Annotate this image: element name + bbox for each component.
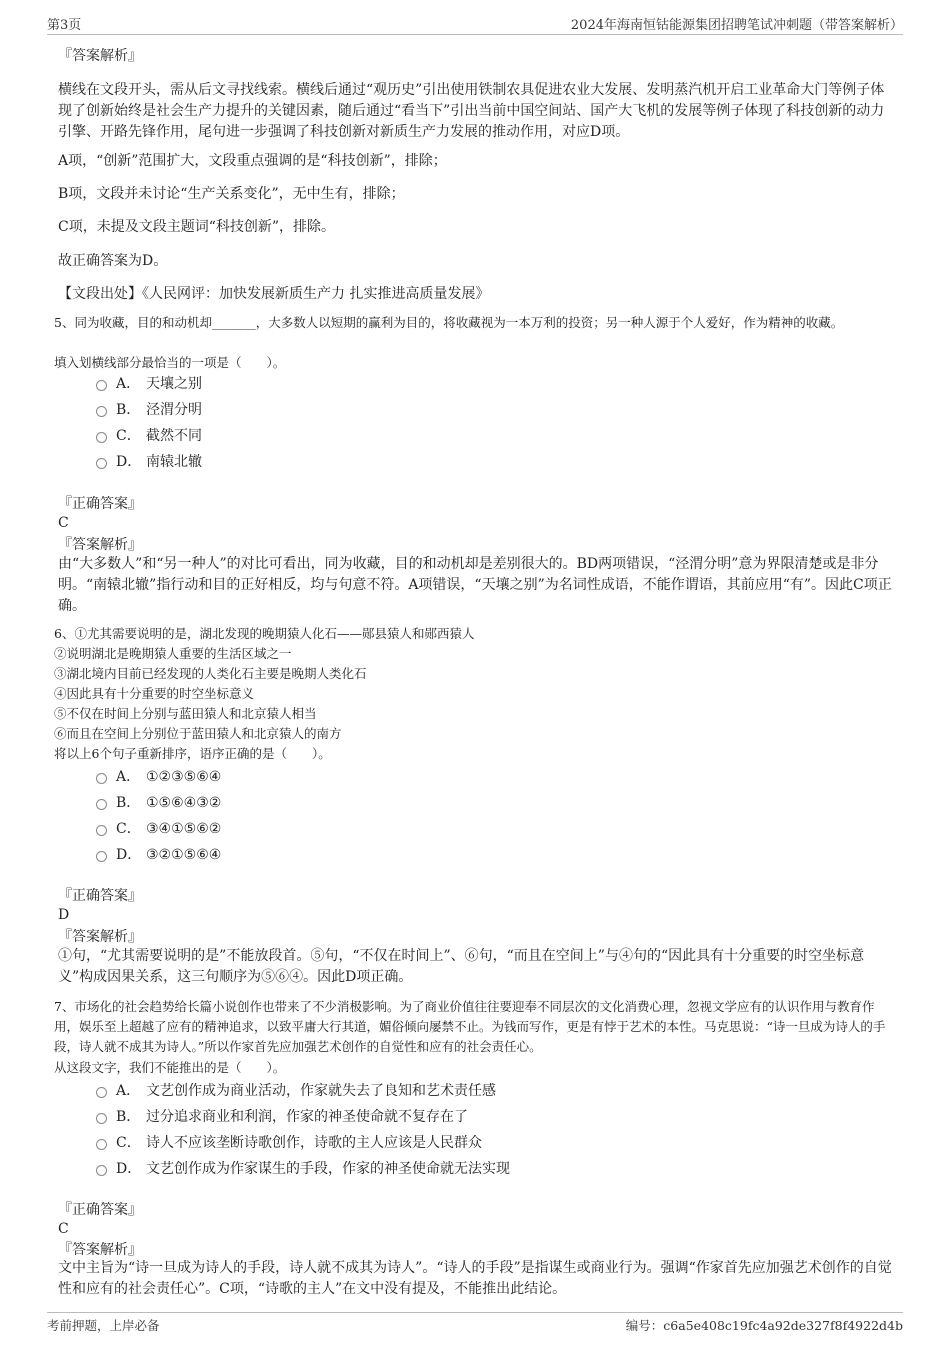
q6-line-4: ④因此具有十分重要的时空坐标意义 xyxy=(54,686,255,701)
q7-analysis-label: 『答案解析』 xyxy=(58,1242,142,1258)
q7-prompt: 从这段文字，我们不能推出的是（ ）。 xyxy=(54,1060,286,1075)
radio-icon[interactable] xyxy=(96,825,107,836)
page-number: 第3页 xyxy=(47,18,82,33)
page-header xyxy=(47,14,903,35)
q7-option-a[interactable]: A． 文艺创作成为商业活动，作家就失去了良知和艺术责任感 xyxy=(96,1081,496,1101)
q5-option-a[interactable]: A． 天壤之别 xyxy=(96,374,202,394)
radio-icon[interactable] xyxy=(96,773,107,784)
q7-option-d[interactable]: D． 文艺创作成为作家谋生的手段，作家的神圣使命就无法实现 xyxy=(96,1159,510,1179)
q6-answer: D xyxy=(58,907,70,923)
q6-option-c[interactable]: C． ③④①⑤⑥② xyxy=(96,819,221,839)
q5-option-c[interactable]: C． 截然不同 xyxy=(96,426,202,446)
document-title: 2024年海南恒钴能源集团招聘笔试冲刺题（带答案解析） xyxy=(570,18,903,33)
q6-option-d[interactable]: D． ③②①⑤⑥④ xyxy=(96,845,221,865)
q5-option-b[interactable]: B． 泾渭分明 xyxy=(96,400,202,420)
document-serial: 编号：c6a5e408c19fc4a92de327f8f4922d4b xyxy=(625,1318,903,1333)
q6-analysis-text: ①句，“尤其需要说明的是”不能放段首。⑤句，“不仅在时间上”、⑥句，“而且在空间上”与④句的“因此具有十分重要的时空坐标意义”构成因果关系，这三句顺序为⑤⑥④。因此D项正确。 xyxy=(58,948,865,985)
q6-option-b[interactable]: B． ①⑤⑥④③② xyxy=(96,793,221,813)
q6-option-a[interactable]: A． ①②③⑤⑥④ xyxy=(96,767,221,787)
q7-analysis-text: 文中主旨为“诗一旦成为诗人的手段，诗人就不成其为诗人”。“诗人的手段”是指谋生或商业行为。强调“作家首先应加强艺术创作的自觉性和应有的社会责任心”。C项，“诗歌的主人”在文中没有提及，不能推出此结论。 xyxy=(58,1260,892,1297)
radio-icon[interactable] xyxy=(96,1139,107,1150)
q4-analysis-text: 横线在文段开头，需从后文寻找线索。横线后通过“观历史”引出使用铁制农具促进农业大发展、发明蒸汽机开启工业革命大门等例子体现了创新始终是社会生产力提升的关键因素，随后通过“看当下”引出当前中国空间站、国产大飞机的发展等例子体现了科技创新的动力引擎、开路先锋作用，尾句进一步强调了科技创新对新质生产力发展的推动作用，对应D项。 xyxy=(58,82,885,140)
q7-stem: 7、市场化的社会趋势给长篇小说创作也带来了不少消极影响。为了商业价值往往要迎奉不同层次的文化消费心理，忽视文学应有的认识作用与教育作用，娱乐至上超越了应有的精神追求，以致平庸大行其道，媚俗倾向屡禁不止。为钱而写作，更是有悖于艺术的本性。马克思说：“诗一旦成为诗人的手段，诗人就不成其为诗人。”所以作家首先应加强艺术创作的自觉性和应有的社会责任心。 xyxy=(54,999,886,1054)
radio-icon[interactable] xyxy=(96,1087,107,1098)
radio-icon[interactable] xyxy=(96,406,107,417)
q7-answer-label: 『正确答案』 xyxy=(58,1202,142,1218)
q6-prompt: 将以上6个句子重新排序，语序正确的是（ ）。 xyxy=(54,746,331,761)
radio-icon[interactable] xyxy=(96,799,107,810)
q4-line-c: C项，未提及文段主题词“科技创新”，排除。 xyxy=(58,219,336,235)
q5-answer: C xyxy=(58,515,69,531)
q7-option-b[interactable]: B． 过分追求商业和利润，作家的神圣使命就不复存在了 xyxy=(96,1107,468,1127)
q5-analysis-label: 『答案解析』 xyxy=(58,537,142,553)
radio-icon[interactable] xyxy=(96,851,107,862)
q5-stem: 5、同为收藏，目的和动机却_______，大多数人以短期的赢利为目的，将收藏视为一本万利的投资；另一种人源于个人爱好，作为精神的收藏。 xyxy=(54,315,844,330)
footer-slogan: 考前押题，上岸必备 xyxy=(47,1318,160,1333)
q5-prompt: 填入划横线部分最恰当的一项是（ ）。 xyxy=(54,355,286,370)
q4-source: 【文段出处】《人民网评：加快发展新质生产力 扎实推进高质量发展》 xyxy=(58,286,490,302)
q6-line-5: ⑤不仅在时间上分别与蓝田猿人和北京猿人相当 xyxy=(54,706,317,721)
q5-answer-label: 『正确答案』 xyxy=(58,496,142,512)
page-footer xyxy=(47,1312,903,1335)
radio-icon[interactable] xyxy=(96,458,107,469)
radio-icon[interactable] xyxy=(96,432,107,443)
q6-line-1: 6、①尤其需要说明的是，湖北发现的晚期猿人化石——郧县猿人和郧西猿人 xyxy=(54,626,475,641)
q4-conclusion: 故正确答案为D。 xyxy=(58,253,168,269)
q6-line-3: ③湖北境内目前已经发现的人类化石主要是晚期人类化石 xyxy=(54,666,367,681)
q4-analysis-label: 『答案解析』 xyxy=(58,48,142,64)
q7-option-c[interactable]: C． 诗人不应该垄断诗歌创作，诗歌的主人应该是人民群众 xyxy=(96,1133,482,1153)
radio-icon[interactable] xyxy=(96,380,107,391)
q4-line-a: A项，“创新”范围扩大，文段重点强调的是“科技创新”，排除； xyxy=(58,153,447,169)
q6-line-6: ⑥而且在空间上分别位于蓝田猿人和北京猿人的南方 xyxy=(54,726,342,741)
radio-icon[interactable] xyxy=(96,1165,107,1176)
q5-option-d[interactable]: D． 南辕北辙 xyxy=(96,452,202,472)
radio-icon[interactable] xyxy=(96,1113,107,1124)
q6-line-2: ②说明湖北是晚期猿人重要的生活区域之一 xyxy=(54,646,292,661)
q6-analysis-label: 『答案解析』 xyxy=(58,929,142,945)
q6-answer-label: 『正确答案』 xyxy=(58,888,142,904)
q5-analysis-text: 由“大多数人”和“另一种人”的对比可看出，同为收藏，目的和动机却是差别很大的。BD两项错误，“泾渭分明”意为界限清楚或是非分明。“南辕北辙”指行动和目的正好相反，均与句意不符。A项错误，“天壤之别”为名词性成语，不能作谓语，其前应用“有”。因此C项正确。 xyxy=(58,556,892,614)
q7-answer: C xyxy=(58,1221,69,1237)
q4-line-b: B项，文段并未讨论“生产关系变化”，无中生有，排除； xyxy=(58,186,405,202)
